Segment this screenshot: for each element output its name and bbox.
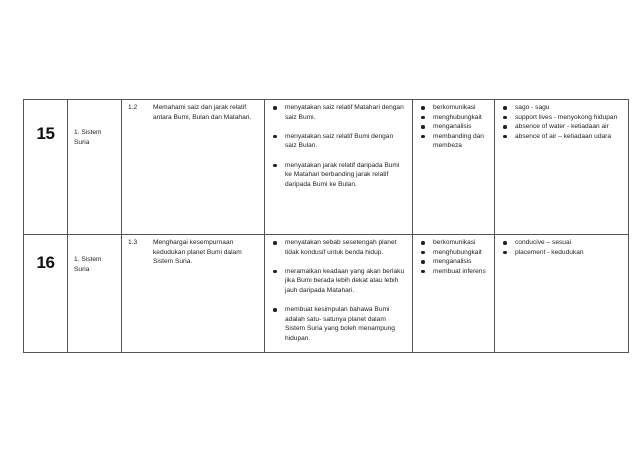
skills-cell — [413, 100, 495, 235]
week-cell — [24, 100, 68, 235]
learning-outcomes-cell — [265, 100, 413, 235]
list-item: sago - sagu — [503, 103, 624, 113]
objective-code: 1.3 — [128, 239, 138, 246]
list-item: menyatakan jarak relatif daripada Bumi ke Matahari berbanding jarak relatif daripada Bumi ke Bulan. — [273, 161, 408, 190]
topic-cell — [68, 100, 122, 235]
vocabulary-list — [495, 100, 628, 141]
learning-outcomes-list — [265, 235, 412, 344]
list-item: menyatakan sebab sesetengah planet tidak kondusif untuk benda hidup. — [273, 238, 408, 257]
week-number: 16 — [36, 253, 55, 272]
learning-outcomes-cell — [265, 235, 413, 353]
topic: 1. Sistem Suria — [74, 129, 102, 146]
skills-list — [413, 235, 494, 276]
list-item: membuat inferens — [421, 267, 490, 277]
vocabulary-list — [495, 235, 628, 257]
objective-code: 1.2 — [128, 104, 138, 111]
list-item: placement - kedudukan — [503, 248, 624, 258]
list-item: menganalisis — [421, 257, 490, 267]
skills-list — [413, 100, 494, 151]
list-item: menghubungkait — [421, 248, 490, 258]
list-item: membuat kesimpulan bahawa Bumi adalah satu- satunya planet dalam Sistem Suria yang boleh menampung hidupan. — [273, 305, 408, 343]
learning-objective-cell — [122, 100, 265, 235]
learning-objective-cell — [122, 235, 265, 353]
list-item: berkomunikasi — [421, 103, 490, 113]
list-item: menganalisis — [421, 122, 490, 132]
learning-outcomes-list — [265, 100, 412, 189]
week-number: 15 — [36, 124, 55, 143]
list-item: meramalkan keadaan yang akan berlaku jika Bumi berada lebih dekat atau lebih jauh daripada Matahari. — [273, 267, 408, 296]
learning-objective: 1.2 Memahami saiz dan jarak relatif antara Bumi, Bulan dan Matahari. — [128, 104, 252, 121]
skills-cell — [413, 235, 495, 353]
scheme-of-work-table — [23, 99, 629, 353]
list-item: absence of water - ketiadaan air — [503, 122, 624, 132]
list-item: berkomunikasi — [421, 238, 490, 248]
list-item: menyatakan saiz relatif Bumi dengan saiz Bulan. — [273, 132, 408, 151]
learning-objective: 1.3 Menghargai kesempurnaan kedudukan planet Bumi dalam Sistem Suria. — [128, 239, 242, 266]
week-cell — [24, 235, 68, 353]
list-item: menyatakan saiz relatif Matahari dengan saiz Bumi. — [273, 103, 408, 122]
list-item: membanding dan membeza — [421, 132, 490, 151]
topic-cell — [68, 235, 122, 353]
topic: 1. Sistem Suria — [74, 256, 102, 273]
list-item: conducive – sesuai — [503, 238, 624, 248]
vocabulary-cell — [495, 235, 629, 353]
table-row — [24, 100, 629, 235]
list-item: support lives - menyokong hidupan — [503, 113, 624, 123]
vocabulary-cell — [495, 100, 629, 235]
table-row — [24, 235, 629, 353]
list-item: absence of air – ketiadaan udara — [503, 132, 624, 142]
list-item: menghubungkait — [421, 113, 490, 123]
